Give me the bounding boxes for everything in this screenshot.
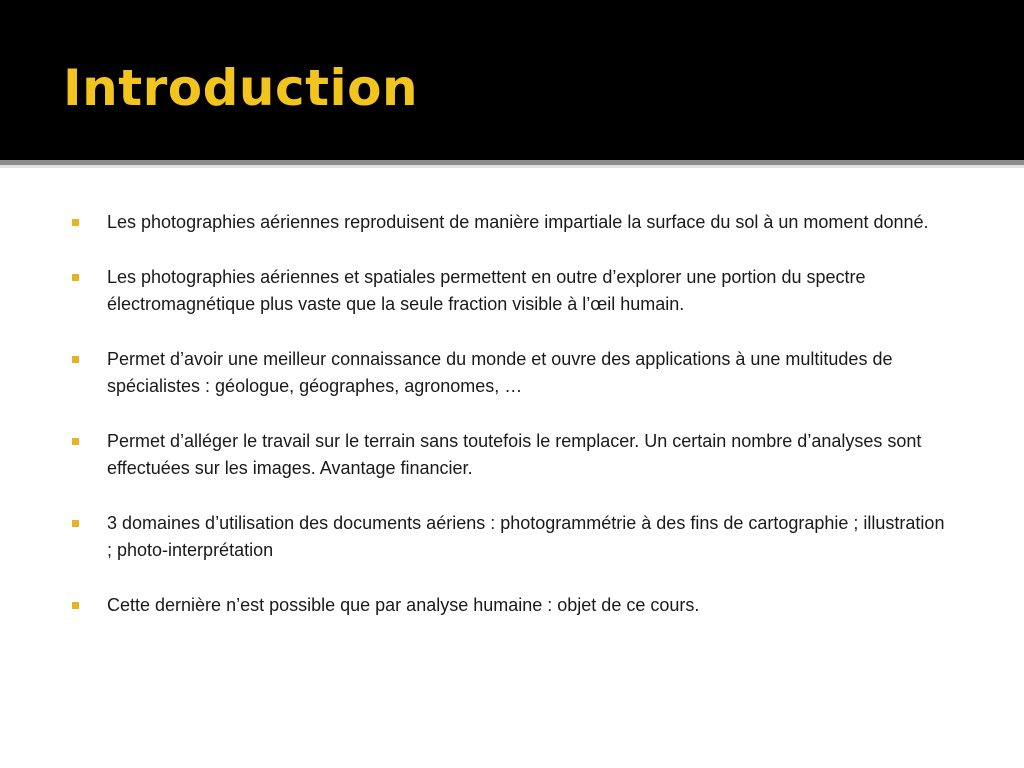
bullet-item: [70, 592, 950, 619]
square-bullet-icon: [72, 356, 79, 363]
bullet-text: 3 domaines d’utilisation des documents aériens : photogrammétrie à des fins de cartographie ; illustration ; photo-interprétation: [107, 513, 945, 560]
bullet-item: [70, 346, 950, 400]
square-bullet-icon: [72, 438, 79, 445]
bullet-text: Les photographies aériennes et spatiales permettent en outre d’explorer une portion du spectre électromagnétique plus vaste que la seule fraction visible à l’œil humain.: [107, 267, 866, 314]
title-divider-highlight: [0, 165, 1024, 168]
slide-title: Introduction: [63, 59, 419, 117]
square-bullet-icon: [72, 602, 79, 609]
bullet-item: [70, 428, 950, 482]
square-bullet-icon: [72, 274, 79, 281]
bullet-item: [70, 510, 950, 564]
bullet-text: Permet d’avoir une meilleur connaissance du monde et ouvre des applications à une multitudes de spécialistes : géologue, géographes, agronomes, …: [107, 349, 893, 396]
bullet-text: Cette dernière n’est possible que par analyse humaine : objet de ce cours.: [107, 595, 700, 615]
bullet-list: [70, 209, 950, 619]
title-bar: [0, 0, 1024, 160]
square-bullet-icon: [72, 219, 79, 226]
bullet-text: Permet d’alléger le travail sur le terrain sans toutefois le remplacer. Un certain nombre d’analyses sont effectuées sur les images. Avantage financier.: [107, 431, 922, 478]
square-bullet-icon: [72, 520, 79, 527]
bullet-item: [70, 264, 950, 318]
bullet-item: [70, 209, 950, 236]
bullet-text: Les photographies aériennes reproduisent de manière impartiale la surface du sol à un moment donné.: [107, 212, 929, 232]
